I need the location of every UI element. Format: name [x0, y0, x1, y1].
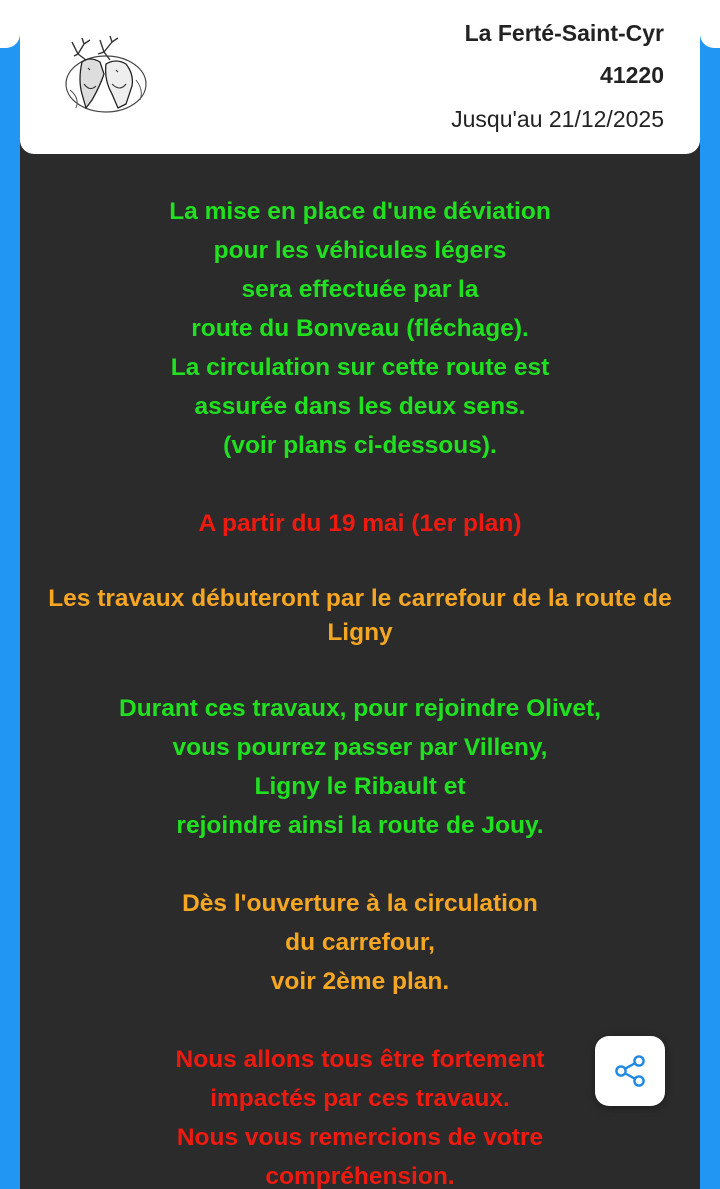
works-start-paragraph: Les travaux débuteront par le carrefour de la route de Ligny [48, 585, 672, 646]
detour-line: pour les véhicules légers [213, 237, 507, 264]
alternate-route-line: Ligny le Ribault et [254, 773, 466, 800]
left-edge-strip [0, 0, 20, 1189]
start-date-line: A partir du 19 mai (1er plan) [198, 510, 522, 537]
start-date-paragraph [20, 504, 700, 543]
commune-name: La Ferté-Saint-Cyr [464, 20, 664, 46]
thanks-line: Nous vous remercions de votre [176, 1124, 544, 1151]
notice-card [20, 0, 700, 1189]
share-button[interactable] [595, 1036, 665, 1106]
thanks-line: impactés par ces travaux. [210, 1085, 510, 1112]
right-edge-strip [700, 0, 720, 1189]
detour-paragraph [20, 192, 700, 465]
postal-code: 41220 [600, 62, 664, 88]
detour-line: (voir plans ci-dessous). [223, 432, 497, 459]
detour-line: La circulation sur cette route est [170, 354, 550, 381]
reopening-line: voir 2ème plan. [270, 968, 450, 995]
alternate-route-line: Durant ces travaux, pour rejoindre Olivet, [119, 695, 601, 722]
validity-date: Jusqu'au 21/12/2025 [451, 106, 664, 132]
left-corner [0, 0, 20, 48]
deer-logo-icon [60, 34, 150, 114]
detour-line: assurée dans les deux sens. [194, 393, 526, 420]
detour-line: route du Bonveau (fléchage). [191, 315, 529, 342]
reopening-paragraph [20, 884, 700, 1001]
right-corner [700, 0, 720, 48]
reopening-line: Dès l'ouverture à la circulation [182, 890, 538, 917]
thanks-line: compréhension. [265, 1163, 455, 1189]
alternate-route-line: rejoindre ainsi la route de Jouy. [176, 812, 544, 839]
detour-line: sera effectuée par la [241, 276, 479, 303]
notice-header [20, 0, 700, 154]
share-icon [612, 1053, 648, 1089]
detour-line: La mise en place d'une déviation [169, 198, 551, 225]
alternate-route-line: vous pourrez passer par Villeny, [172, 734, 548, 761]
thanks-line: Nous allons tous être fortement [175, 1046, 545, 1073]
reopening-line: du carrefour, [285, 929, 435, 956]
alternate-route-paragraph [20, 689, 700, 845]
